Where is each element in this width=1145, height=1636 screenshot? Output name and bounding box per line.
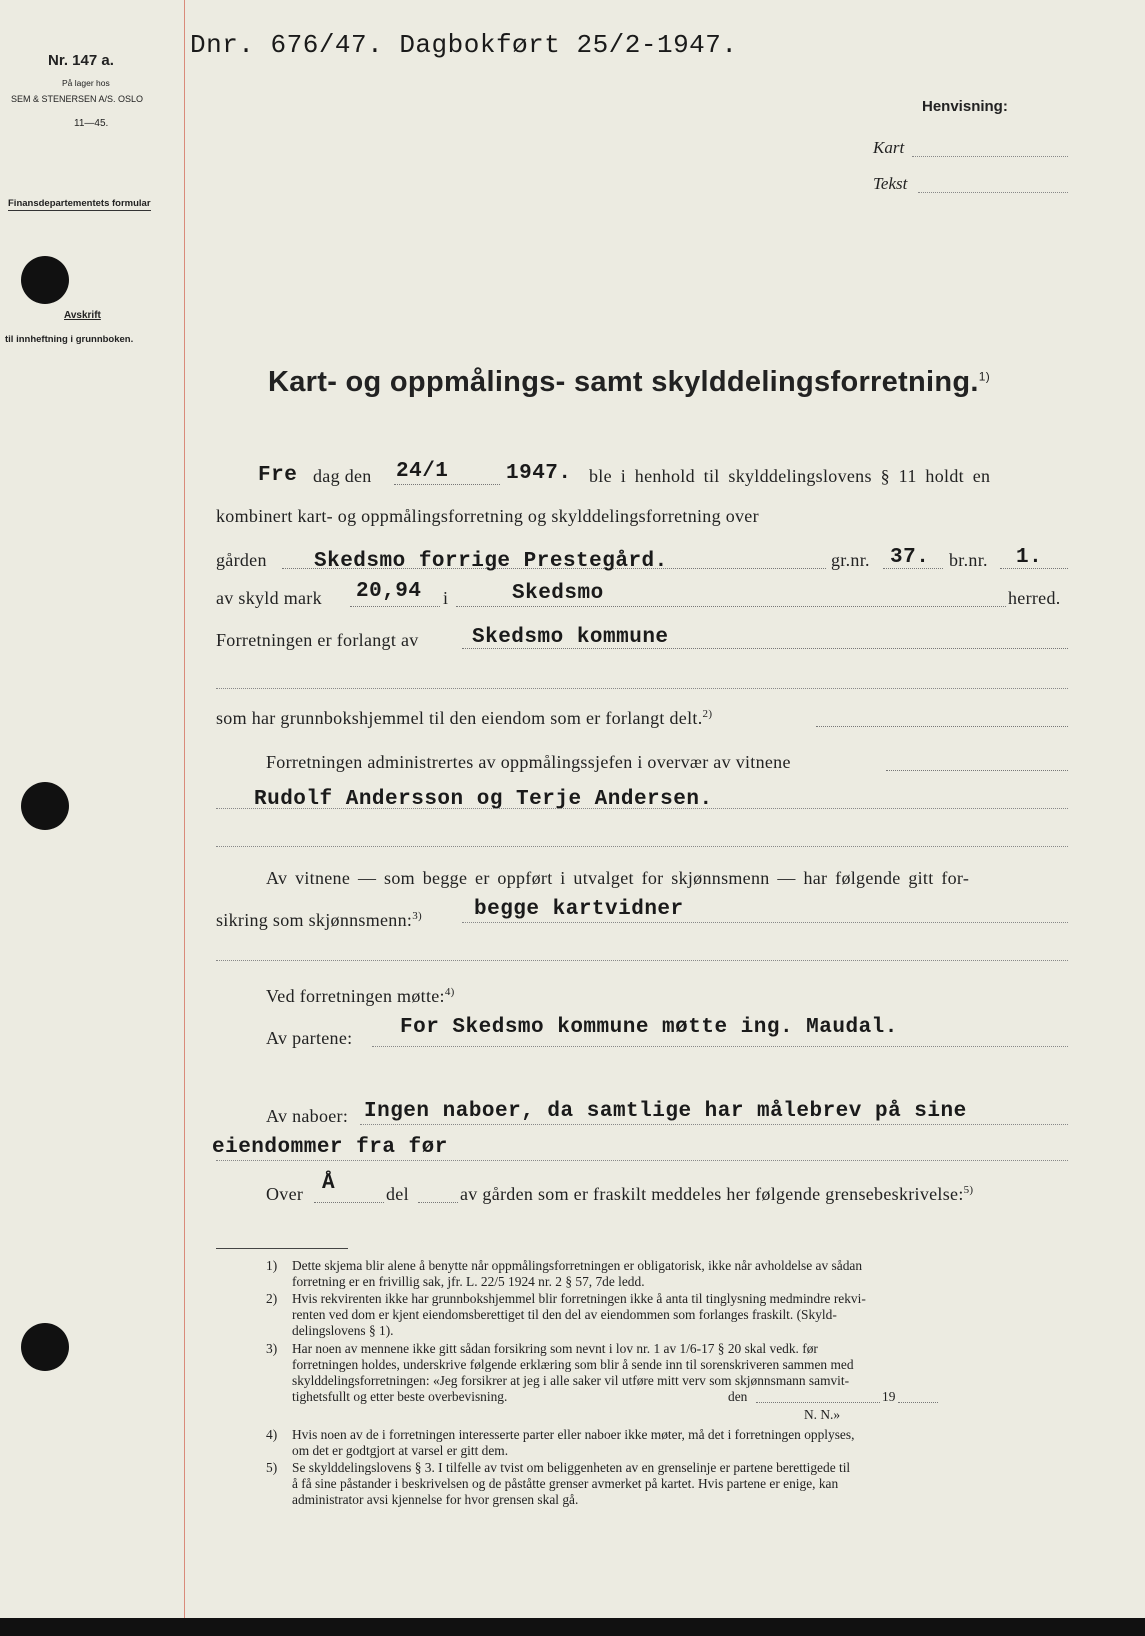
grunnbok-note: 2) xyxy=(702,708,713,720)
del-dots xyxy=(418,1202,458,1203)
naboer-value-2: eiendommer fra før xyxy=(212,1136,448,1159)
witnesses-line xyxy=(216,808,1068,809)
requested-label: Forretningen er forlangt av xyxy=(216,630,419,650)
punch-hole-bottom xyxy=(21,1323,69,1371)
oath-den-label: den xyxy=(728,1389,748,1404)
footnote-5-line-3: administrator avsi kjennelse for hvor grensen skal gå. xyxy=(292,1492,579,1507)
reference-title: Henvisning: xyxy=(922,98,1008,115)
grunnbok-dots xyxy=(816,726,1068,727)
blank-line-3 xyxy=(216,960,1068,961)
copy-purpose: til innheftning i grunnboken. xyxy=(5,334,134,345)
grunnbok-line xyxy=(216,708,712,729)
vitner-line-2-text: sikring som skjønnsmenn: xyxy=(216,910,413,930)
footnote-2-line-2: renten ved dom er kjent eiendomsberettiget til den del av eiendommen som forlanges fraskilt. (Skyld- xyxy=(292,1307,837,1322)
printer-line-1: På lager hos xyxy=(62,78,110,88)
over-note: 5) xyxy=(963,1184,974,1196)
year-value: 1947. xyxy=(506,462,572,485)
printer-line-2: SEM & STENERSEN A/S. OSLO xyxy=(11,94,144,104)
skyld-dots xyxy=(350,606,440,607)
naboer-label: Av naboer: xyxy=(266,1106,349,1126)
document-title-text: Kart- og oppmålings- samt skylddelingsforretning. xyxy=(268,366,979,398)
form-number: Nr. 147 a. xyxy=(48,52,114,69)
oath-givers: begge kartvidner xyxy=(474,898,684,921)
over-rest xyxy=(460,1184,973,1205)
footnote-2-line-1: Hvis rekvirenten ikke har grunnbokshjemmel blir forretningen ikke å anta til tinglysning medmindre rekvi- xyxy=(292,1291,866,1306)
footnote-5-line-2: å få sine påstander i beskrivelsen og de påståtte grenser avmerket på kartet. Hvis partene er enige, kan xyxy=(292,1476,839,1491)
copy-label: Avskrift xyxy=(64,310,101,321)
witnesses-value: Rudolf Andersson og Terje Andersen. xyxy=(254,788,713,811)
brnr-label: br.nr. xyxy=(949,550,988,570)
footnote-4-line-2: om det er godtgjort at varsel er gitt dem. xyxy=(292,1443,509,1458)
mote-note: 4) xyxy=(444,986,455,998)
blank-line-1 xyxy=(216,688,1068,689)
vitner-line-2 xyxy=(216,910,422,931)
admin-dots xyxy=(886,770,1068,771)
footnote-3-signature: N. N.» xyxy=(804,1407,841,1422)
partene-line xyxy=(372,1046,1068,1047)
line1-rest: ble i henhold til skylddelingslovens § 11 holdt en xyxy=(589,466,991,486)
dag-den-label: dag den xyxy=(313,466,372,486)
over-value: Å xyxy=(322,1172,336,1195)
title-note: 1) xyxy=(978,369,991,384)
reference-tekst-line xyxy=(918,192,1068,193)
oath-year-dots xyxy=(898,1402,938,1403)
herred-label: herred. xyxy=(1008,588,1061,608)
over-label: Over xyxy=(266,1184,304,1204)
naboer-line-1 xyxy=(360,1124,1068,1125)
naboer-value-1: Ingen naboer, da samtlige har målebrev på sine xyxy=(364,1100,967,1123)
footnote-1-line-2: forretning er en frivillig sak, jfr. L. 22/5 1924 nr. 2 § 57, 7de ledd. xyxy=(292,1274,645,1289)
date-value: 24/1 xyxy=(396,460,449,483)
grunnbok-text: som har grunnbokshjemmel til den eiendom som er forlangt delt. xyxy=(216,708,703,728)
footnote-mark-3: 3) xyxy=(266,1341,278,1356)
reference-kart-label: Kart xyxy=(873,138,905,157)
footnote-separator xyxy=(216,1248,348,1249)
grnr-label: gr.nr. xyxy=(831,550,870,570)
naboer-line-2 xyxy=(216,1160,1068,1161)
mote-text: Ved forretningen møtte: xyxy=(266,986,445,1006)
footnote-3-line-2: forretningen holdes, underskrive følgende erklæring som blir å sende inn til sorenskriveren sammen med xyxy=(292,1357,854,1372)
oath-den-dots xyxy=(756,1402,880,1403)
farm-name: Skedsmo forrige Prestegård. xyxy=(314,550,668,573)
footnote-mark-1: 1) xyxy=(266,1258,278,1273)
form-owner: Finansdepartementets formular xyxy=(8,198,151,209)
over-dots xyxy=(314,1202,384,1203)
vitner-note: 3) xyxy=(412,910,422,922)
footnote-1-line-1: Dette skjema blir alene å benytte når oppmålingsforretningen er obligatorisk, ikke når avholdelse av sådan xyxy=(292,1258,863,1273)
footnote-3-line-3: skylddelingsforretningen: «Jeg forsikrer at jeg i alle saker vil utføre mitt verv som skjønnsmann samvit- xyxy=(292,1373,850,1388)
admin-line: Forretningen administrertes av oppmålingssjefen i overvær av vitnene xyxy=(266,752,791,772)
garden-label: gården xyxy=(216,550,267,570)
oath-givers-line xyxy=(462,922,1068,923)
vitner-line-1: Av vitnene — som begge er oppført i utvalget for skjønnsmenn — har følgende gitt for- xyxy=(266,868,970,888)
punch-hole-middle xyxy=(21,782,69,830)
mote-line xyxy=(266,986,455,1007)
over-rest-text: av gården som er fraskilt meddeles her følgende grensebeskrivelse: xyxy=(460,1184,964,1204)
grnr-value: 37. xyxy=(890,546,930,569)
oath-year: 19 xyxy=(882,1389,896,1404)
brnr-value: 1. xyxy=(1016,546,1043,569)
requested-by: Skedsmo kommune xyxy=(472,626,669,649)
footnote-mark-2: 2) xyxy=(266,1291,278,1306)
document-title xyxy=(268,366,990,399)
footnote-mark-5: 5) xyxy=(266,1460,278,1475)
weekday-value: Fre xyxy=(258,464,298,487)
print-date: 11—45. xyxy=(74,118,109,129)
margin-rule xyxy=(184,0,185,1636)
journal-line: Dnr. 676/47. Dagbokført 25/2-1947. xyxy=(190,30,738,60)
partene-value: For Skedsmo kommune møtte ing. Maudal. xyxy=(400,1016,898,1039)
skyld-value: 20,94 xyxy=(356,580,422,603)
blank-line-2 xyxy=(216,846,1068,847)
reference-kart-line xyxy=(912,156,1068,157)
line2-text: kombinert kart- og oppmålingsforretning og skylddelingsforretning over xyxy=(216,506,759,526)
reference-tekst-label: Tekst xyxy=(873,174,908,193)
scan-bottom-border xyxy=(0,1618,1145,1636)
punch-hole-top xyxy=(21,256,69,304)
date-dots xyxy=(394,484,500,485)
footnote-5-line-1: Se skylddelingslovens § 3. I tilfelle av tvist om beliggenheten av en grenselinje er partene berettigede til xyxy=(292,1460,851,1475)
partene-label: Av partene: xyxy=(266,1028,353,1048)
skyld-label: av skyld mark xyxy=(216,588,322,608)
footnote-4-line-1: Hvis noen av de i forretningen interesserte parter eller naboer ikke møter, må det i forretningen opplyses, xyxy=(292,1427,855,1442)
footnote-3-line-1: Har noen av mennene ikke gitt sådan forsikring som nevnt i lov nr. 1 av 1/6-17 § 20 skal vedk. før xyxy=(292,1341,818,1356)
municipality-dots xyxy=(456,606,1006,607)
footnote-2-line-3: delingslovens § 1). xyxy=(292,1323,394,1338)
municipality-value: Skedsmo xyxy=(512,582,604,605)
del-label: del xyxy=(386,1184,409,1204)
footnote-3-line-4: tighetsfullt og etter beste overbevisning. xyxy=(292,1389,508,1404)
i-label: i xyxy=(443,588,449,608)
footnote-mark-4: 4) xyxy=(266,1427,278,1442)
